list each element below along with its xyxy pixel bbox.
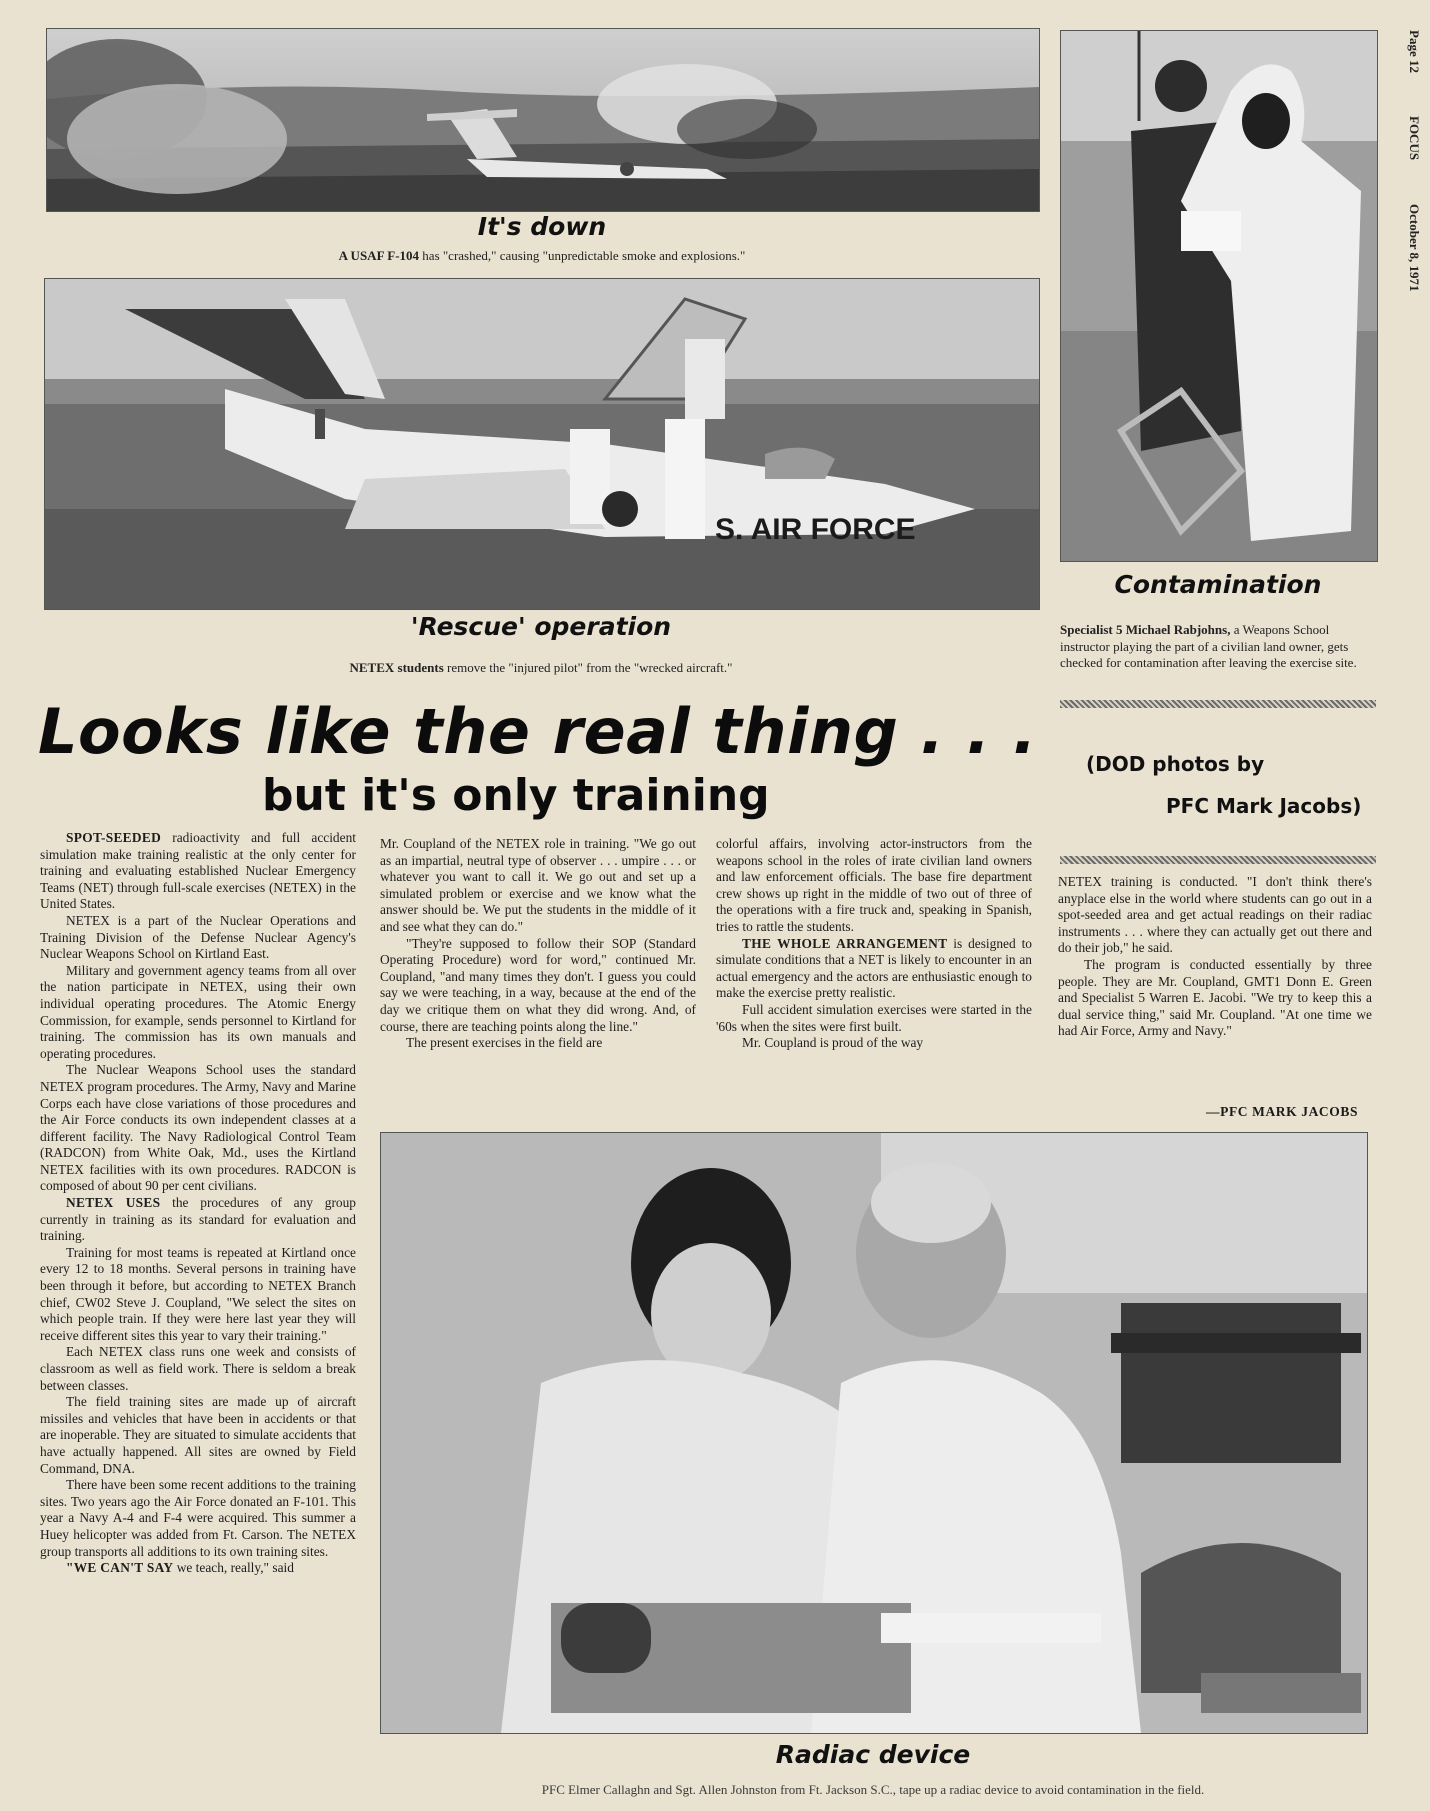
article-paragraph (40, 1245, 356, 1345)
article-paragraph (40, 1062, 356, 1195)
paragraph-text: The present exercises in the field are (406, 1035, 603, 1051)
article-column-4 (1058, 874, 1372, 1040)
photo-down-caption (46, 248, 1038, 264)
article-paragraph (380, 936, 696, 1036)
article-paragraph (40, 830, 356, 913)
paragraph-text: Each NETEX class runs one week and consists of classroom as well as field work. There is seldom a break between classes. (40, 1344, 356, 1393)
paragraph-text: Full accident simulation exercises were started in the '60s when the sites were first built. (716, 1001, 1032, 1034)
article-paragraph (40, 1560, 356, 1577)
article-paragraph (40, 1195, 356, 1245)
photo-credit-line-2: PFC Mark Jacobs) (1166, 794, 1362, 818)
paragraph-text: The field training sites are made up of aircraft missiles and vehicles that have been in accidents or that are inoperable. They are situated to simulate accidents that have actually happened. All sites are owned by Field Command, DNA. (40, 1394, 356, 1476)
photo-contamination-caption-rest: a Weapons School instructor playing the part of a civilian land owner, gets checked for contamination after leaving the exercise site. (1060, 622, 1357, 670)
paragraph-text: Military and government agency teams from all over the nation participate in NETEX, using their own individual operating procedures. The Atomic Energy Commission, for example, sends personnel to Kirtland for training. The commission has its own manuals and operating procedures. (40, 962, 356, 1061)
headline-line-1: Looks like the real thing . . . (38, 695, 1037, 768)
photo-rescue-operation (44, 278, 1040, 610)
paragraph-text: NETEX training is conducted. "I don't think there's anyplace else in the world where students can go out in a spot-seeded area and get actual readings on their radiac instruments . . . where they can actually get out there and do their job," he said. (1058, 874, 1372, 956)
paragraph-text: Mr. Coupland is proud of the way (742, 1035, 924, 1051)
divider-bottom (1060, 856, 1376, 864)
article-paragraph (716, 1002, 1032, 1035)
article-paragraph (40, 1344, 356, 1394)
article-paragraph (716, 1035, 1032, 1052)
paragraph-text: is designed to simulate conditions that a NET is likely to encounter in an actual emergency and the actors are enthusiastic enough to make the exercise pretty realistic. (716, 935, 1032, 1001)
photo-down-caption-lead: A USAF F-104 (338, 248, 420, 263)
article-paragraph (1058, 874, 1372, 957)
article-signoff: —PFC MARK JACOBS (1206, 1104, 1359, 1119)
article-paragraph (40, 1477, 356, 1560)
article-paragraph (40, 1394, 356, 1477)
paragraph-text: Mr. Coupland of the NETEX role in training. "We go out as an impartial, neutral type of observer . . . umpire . . . or whatever you want to call it. We go out and set up a simulated problem or exercise and we know what the answer should be. We put the students in the middle of it and see what they can do." (380, 836, 696, 934)
article-column-3 (716, 836, 1032, 1052)
paragraph-lead: NETEX USES (66, 1195, 161, 1211)
divider-top (1060, 700, 1376, 708)
photo-contamination (1060, 30, 1378, 562)
paragraph-text: NETEX is a part of the Nuclear Operations and Training Division of the Defense Nuclear Agency's Nuclear Weapons School on Kirtland East. (40, 912, 356, 962)
article-column-2 (380, 836, 696, 1052)
paragraph-lead: "WE CAN'T SAY (66, 1560, 174, 1576)
article-column-1 (40, 830, 356, 1577)
article-paragraph (380, 836, 696, 936)
rescue-jet-image (45, 279, 1039, 609)
photo-credit-line-1: (DOD photos by (1086, 752, 1265, 776)
paragraph-text: The Nuclear Weapons School uses the standard NETEX program procedures. The Army, Navy and Marine Corps each have close variations of those procedures and the Air Force conducts its own independent classes at a different facility. The Navy Radiological Control Team (RADCON) from White Oak, Md., uses the Kirtland NETEX facilities with its own procedures. RADCON is composed of about 90 per cent civilians. (40, 1062, 356, 1194)
paragraph-text: the procedures of any group currently in training as its standard for evaluation and training. (40, 1195, 356, 1244)
issue-date: October 8, 1971 (1407, 203, 1422, 292)
photo-rescue-caption (44, 660, 1038, 676)
paragraph-text: The program is conducted essentially by three people. They are Mr. Coupland, GMT1 Donn E. Green and Specialist 5 Warren E. Jacobi. "We try to keep this a dual service thing," said Mr. Coupland. "At one time we had Air Force, Army and Navy." (1058, 956, 1372, 1039)
running-head (1398, 30, 1422, 330)
photo-contamination-caption-lead: Specialist 5 Michael Rabjohns, (1060, 622, 1231, 637)
photo-radiac-caption: PFC Elmer Callaghn and Sgt. Allen Johnston from Ft. Jackson S.C., tape up a radiac device to avoid contamination in the field. (541, 1782, 1205, 1797)
paragraph-text: Training for most teams is repeated at Kirtland once every 12 to 18 months. Several persons in training have been through it before, but according to NETEX Branch chief, CW02 Steve J. Coupland, "We select the sites on which people train. If they were here last year they will receive different sites this year to vary their training." (40, 1244, 356, 1343)
paragraph-lead: SPOT-SEEDED (66, 830, 162, 845)
page-number: Page 12 (1407, 30, 1422, 73)
paragraph-text: There have been some recent additions to the training sites. Two years ago the Air Force donated an F-101. This year a Navy A-4 and F-4 were acquired. This summer a Huey helicopter was added from Ft. Carson. The NETEX group transports all additions to its own training sites. (40, 1477, 356, 1559)
crashed-jet-image (47, 29, 1039, 211)
photo-down-title: It's down (477, 212, 607, 241)
paragraph-text: we teach, really," said (173, 1560, 294, 1576)
publication-name: FOCUS (1407, 116, 1422, 161)
headline-line-2: but it's only training (262, 770, 770, 821)
photo-down-caption-rest: has "crashed," causing "unpredictable smoke and explosions." (419, 248, 746, 263)
photo-crashed-jet (46, 28, 1040, 212)
paragraph-text: "They're supposed to follow their SOP (Standard Operating Procedure) word for word," continued Mr. Coupland, "and many times they don't. I guess you could say we were teaching, in a way, because at the end of the day we critique them on what they did wrong. And, of course, there are teaching points along the line." (380, 935, 696, 1034)
article-paragraph (380, 1035, 696, 1052)
photo-rescue-title: 'Rescue' operation (410, 612, 672, 641)
article-paragraph (40, 913, 356, 963)
paragraph-text: colorful affairs, involving actor-instructors from the weapons school in the roles of irate civilian land owners and law enforcement officials. The base fire department crew shows up right in the middle of two out of three of the operations with a fire truck and, speaking in Spanish, tries to rattle the students. (716, 836, 1032, 934)
paragraph-text: radioactivity and full accident simulation make training realistic at the only center for training and evaluating established Nuclear Emergency Teams (NET) through full-scale exercises (NETEX) in the United States. (40, 830, 356, 912)
contamination-image (1061, 31, 1377, 561)
photo-rescue-caption-lead: NETEX students (349, 660, 444, 675)
photo-contamination-title: Contamination (1114, 570, 1322, 599)
article-paragraph (1058, 957, 1372, 1040)
paragraph-lead: THE WHOLE ARRANGEMENT (742, 935, 948, 951)
article-paragraph (716, 936, 1032, 1002)
article-paragraph (716, 836, 1032, 936)
photo-contamination-caption (1060, 622, 1376, 672)
aircraft-marking: S. AIR FORCE (715, 513, 916, 546)
photo-radiac-title: Radiac device (775, 1740, 971, 1769)
photo-radiac-device (380, 1132, 1368, 1734)
photo-rescue-caption-rest: remove the "injured pilot" from the "wrecked aircraft." (443, 660, 733, 675)
radiac-device-image (381, 1133, 1367, 1733)
article-paragraph (40, 963, 356, 1063)
